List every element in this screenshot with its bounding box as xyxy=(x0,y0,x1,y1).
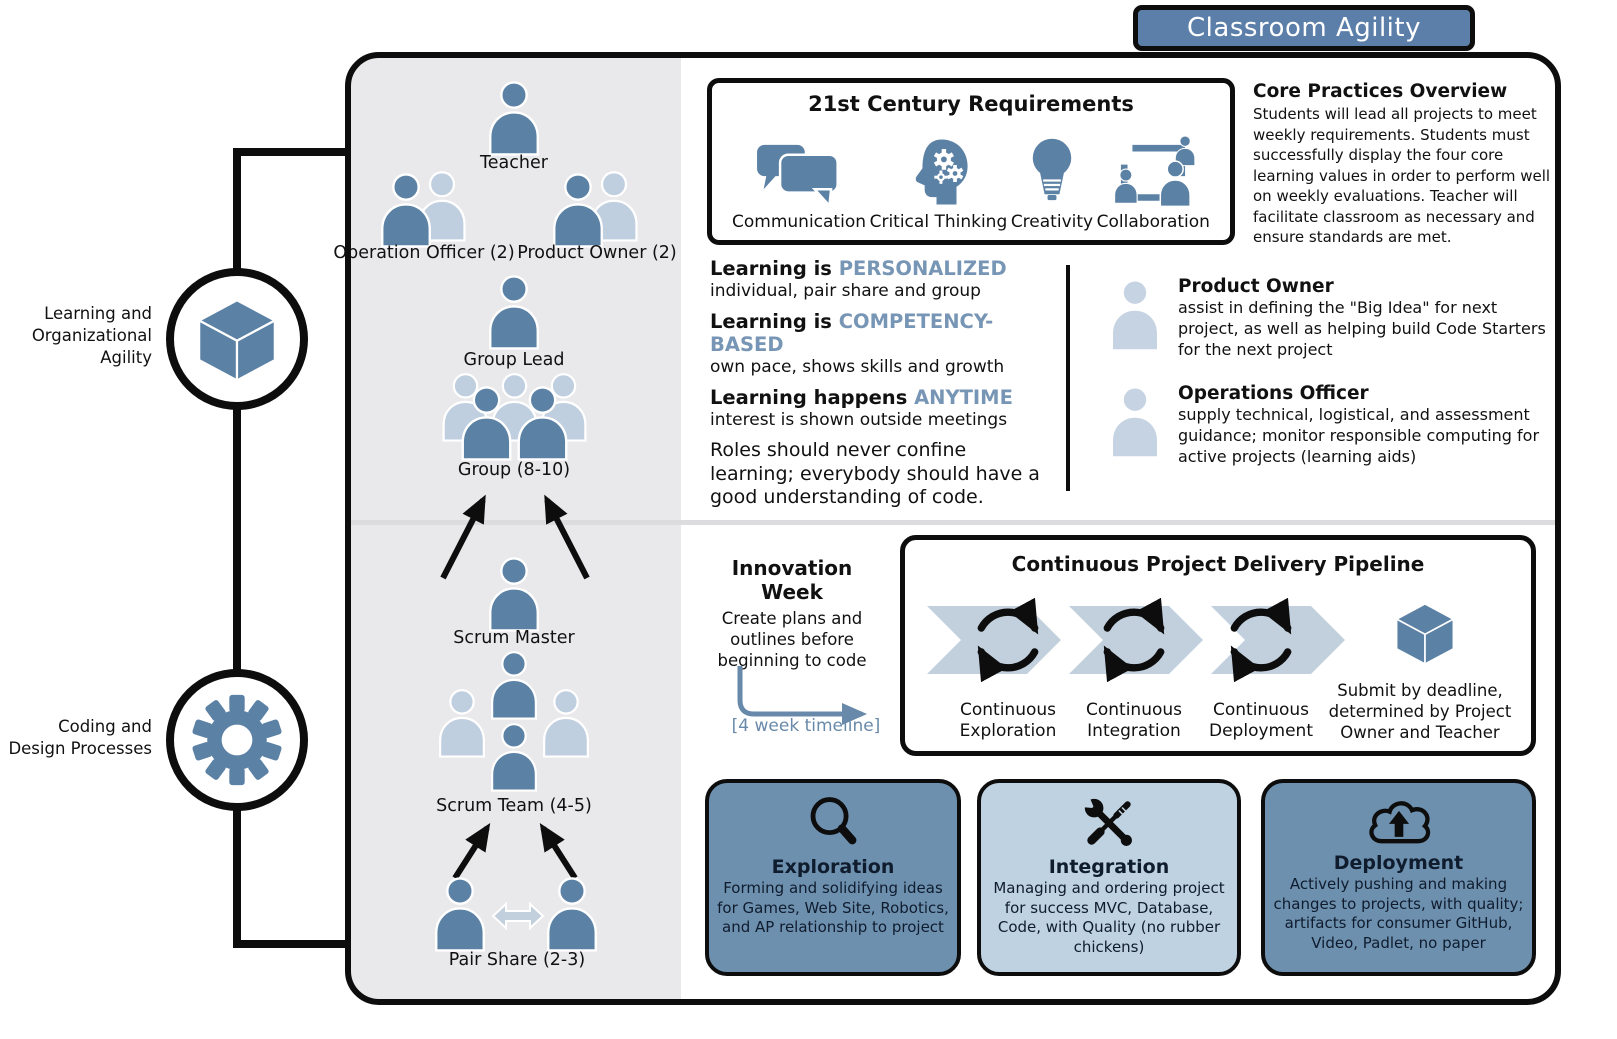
card-deployment xyxy=(1261,779,1536,976)
page-title xyxy=(1133,5,1475,51)
card-integration-title: Integration xyxy=(1048,856,1170,878)
timeline-label: [4 week timeline] xyxy=(731,716,881,736)
product-owner-pair-icon xyxy=(540,170,654,248)
pair-share-label: Pair Share (2-3) xyxy=(448,950,586,970)
stage-continuous-exploration: Continuous Exploration xyxy=(959,700,1057,741)
learning-values xyxy=(710,257,1055,510)
product-owner-count-label: Product Owner (2) xyxy=(517,243,677,263)
learning-highlight: COMPETENCY-BASED xyxy=(710,310,994,356)
product-owner-title: Product Owner xyxy=(1178,276,1334,297)
people-network-icon xyxy=(1105,135,1201,209)
pipeline-title: Continuous Project Delivery Pipeline xyxy=(1011,552,1425,576)
operations-officer-body: supply technical, logistical, and assessment guidance; monitor responsible computing for active projects (learning aids) xyxy=(1178,405,1540,467)
stage-continuous-deployment: Continuous Deployment xyxy=(1209,700,1313,741)
bracket-top-line xyxy=(233,148,351,156)
requirements-icon-row xyxy=(712,116,1230,240)
scrum-team-icon xyxy=(430,650,598,794)
lightbulb-icon xyxy=(1026,135,1078,209)
learning-item-anytime xyxy=(710,386,1055,430)
card-deployment-body: Actively pushing and making changes to projects, with quality; artifacts for consumer GitHub, Video, Padlet, no paper xyxy=(1273,875,1524,952)
product-owner-role xyxy=(1178,276,1550,360)
learning-item-competency xyxy=(710,310,1055,377)
requirement-collaboration xyxy=(1097,135,1210,232)
learning-prefix: Learning happens xyxy=(710,386,915,409)
learning-item-personalized xyxy=(710,257,1055,301)
learning-prefix: Learning is xyxy=(710,310,839,333)
teacher-label: Teacher xyxy=(480,153,548,173)
cycle-icon-integration xyxy=(1088,594,1180,686)
pair-share-person-right-icon xyxy=(540,876,604,952)
group-lead-label: Group Lead xyxy=(463,350,565,370)
magnifier-icon xyxy=(802,792,864,854)
card-exploration-body: Forming and solidifying ideas for Games, Web Site, Robotics, and AP relationship to project xyxy=(717,879,949,936)
collaboration-label: Collaboration xyxy=(1096,212,1210,232)
core-practices-title: Core Practices Overview xyxy=(1253,81,1508,102)
learning-agility-label: Learning and Organizational Agility xyxy=(31,304,152,367)
teacher-person-icon xyxy=(482,80,546,156)
learning-highlight: PERSONALIZED xyxy=(838,257,1007,280)
operation-officer-label: Operation Officer (2) xyxy=(333,243,515,263)
cycle-icon-exploration xyxy=(962,594,1054,686)
submit-note: Submit by deadline, determined by Project Owner and Teacher xyxy=(1328,681,1512,743)
innovation-week-title: Innovation Week xyxy=(731,556,853,604)
coding-processes-label: Coding and Design Processes xyxy=(8,717,152,758)
package-cube-icon xyxy=(1392,600,1458,666)
coding-processes-circle xyxy=(166,669,308,811)
learning-prefix: Learning is xyxy=(710,257,839,280)
speech-bubbles-icon xyxy=(745,135,853,209)
innovation-week-body: Create plans and outlines before beginning to code xyxy=(717,609,867,670)
operations-officer-title: Operations Officer xyxy=(1178,383,1369,404)
learning-sub: own pace, shows skills and growth xyxy=(710,357,1005,377)
learning-sub: interest is shown outside meetings xyxy=(710,410,1008,430)
cycle-icon-deployment xyxy=(1215,594,1307,686)
core-practices xyxy=(1253,81,1560,248)
requirement-creativity xyxy=(1011,135,1093,232)
operation-officer-pair-icon xyxy=(368,170,482,248)
requirement-communication xyxy=(732,135,866,232)
innovation-week xyxy=(700,556,884,671)
card-exploration-title: Exploration xyxy=(771,856,895,878)
roles-divider xyxy=(1066,265,1070,491)
card-exploration xyxy=(705,779,961,976)
learning-note: Roles should never confine learning; everybody should have a good understanding of code. xyxy=(710,439,1040,509)
tools-icon xyxy=(1078,792,1140,854)
requirements-title: 21st Century Requirements xyxy=(808,92,1134,116)
core-practices-body: Students will lead all projects to meet weekly requirements. Students must successfully display the four core learning values in order to perform well on weekly evaluations. Teacher will facilitate classroom as necessary and ensure standards are met. xyxy=(1253,105,1551,247)
requirement-critical-thinking xyxy=(870,135,1008,232)
scrum-master-person-icon xyxy=(482,556,546,632)
head-gears-icon xyxy=(900,135,976,209)
requirements-box xyxy=(707,78,1235,245)
cloud-upload-icon xyxy=(1363,792,1435,850)
learning-sub: individual, pair share and group xyxy=(710,281,981,301)
group-lead-person-icon xyxy=(482,274,546,350)
operations-officer-person-icon xyxy=(1105,385,1165,459)
scrum-master-label: Scrum Master xyxy=(453,628,575,648)
learning-highlight: ANYTIME xyxy=(914,386,1013,409)
card-integration xyxy=(977,779,1241,976)
arrows-to-scrum-team xyxy=(425,818,605,880)
pipeline-box xyxy=(900,535,1536,756)
card-deployment-title: Deployment xyxy=(1333,852,1464,874)
creativity-label: Creativity xyxy=(1010,212,1094,232)
stage-continuous-integration: Continuous Integration xyxy=(1085,700,1182,741)
communication-label: Communication xyxy=(732,212,866,232)
group-crowd-icon xyxy=(430,372,598,462)
card-integration-body: Managing and ordering project for success MVC, Database, Code, with Quality (no rubber chickens) xyxy=(993,879,1225,956)
pair-share-exchange-arrow-icon xyxy=(491,898,545,934)
pair-share-person-left-icon xyxy=(428,876,492,952)
page-title-text: Classroom Agility xyxy=(1187,13,1421,43)
learning-agility-circle xyxy=(166,268,308,410)
cube-icon xyxy=(193,295,281,383)
product-owner-person-icon xyxy=(1105,278,1165,352)
group-label: Group (8-10) xyxy=(457,460,571,480)
product-owner-body: assist in defining the "Big Idea" for next project, as well as helping build Code Starters for the next project xyxy=(1178,298,1546,360)
scrum-team-label: Scrum Team (4-5) xyxy=(436,796,592,816)
gear-icon xyxy=(189,692,285,788)
operations-officer-role xyxy=(1178,383,1550,467)
critical-thinking-label: Critical Thinking xyxy=(869,212,1008,232)
bracket-bottom-line xyxy=(233,940,351,948)
